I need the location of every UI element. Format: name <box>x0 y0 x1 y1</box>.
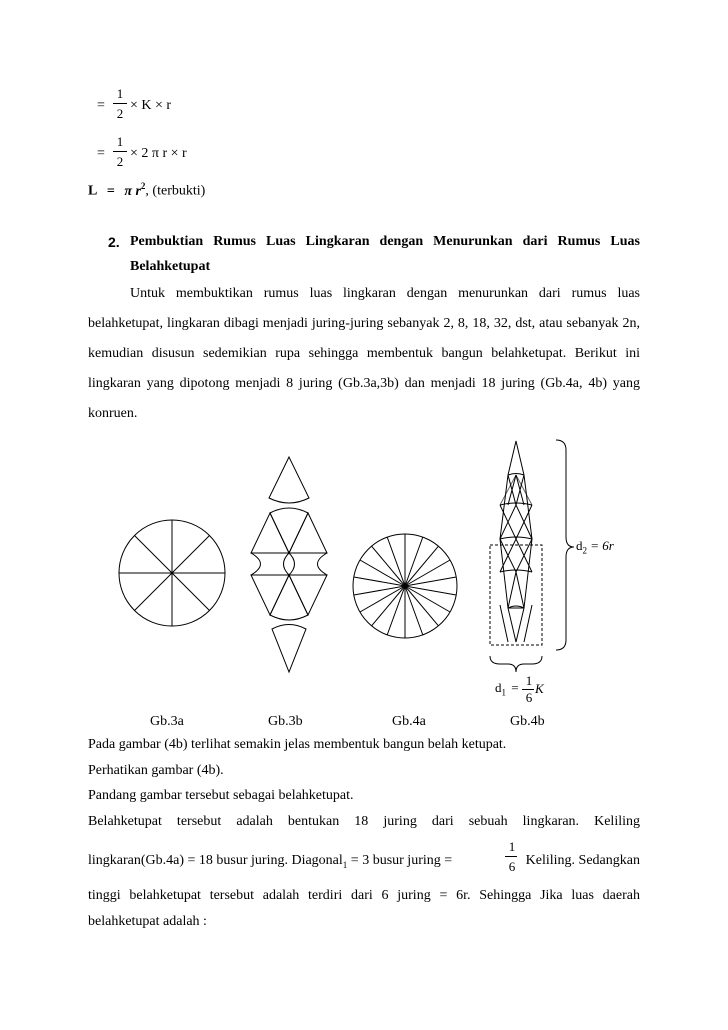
text-line-6: tinggi belahketupat tersebut adalah terdiri dari 6 juring = 6r. Sehingga Jika luas daerah <box>88 888 640 903</box>
line5-part1 <box>88 853 452 870</box>
d2-label <box>576 538 614 556</box>
text-line-4: Belahketupat tersebut adalah bentukan 18 juring dari sebuah lingkaran. Keliling <box>88 814 640 829</box>
d1-subscript: 1 <box>501 687 506 698</box>
sector-radius <box>372 546 405 586</box>
fraction-numerator: 1 <box>116 86 124 101</box>
text-line-5 <box>88 853 640 870</box>
rhombus-8-sectors <box>251 457 327 672</box>
width-brace <box>490 656 542 672</box>
line5-text-a: lingkaran(Gb.4a) = 18 busur juring. Diagonal <box>88 853 343 868</box>
result-equals: = <box>106 183 115 199</box>
caption-gb3a: Gb.3a <box>150 714 184 729</box>
sector-radius <box>387 586 405 635</box>
fraction-denominator: 2 <box>116 154 124 169</box>
result-note: , (terbukti) <box>145 183 206 199</box>
fraction-numerator: 1 <box>116 134 124 149</box>
d1-symbol: d <box>495 680 502 695</box>
circle-8-sectors <box>119 520 225 626</box>
sector-radius <box>405 586 423 635</box>
sector-radius <box>405 537 423 586</box>
equals-sign: = <box>97 146 105 161</box>
text-line-2: Perhatikan gambar (4b). <box>88 763 224 778</box>
rhombus-18-sectors <box>500 441 532 642</box>
d2-value: = 6r <box>590 538 614 553</box>
section-number: 2. <box>108 234 120 250</box>
sector-radius <box>405 546 438 586</box>
line5-numerator: 1 <box>508 839 516 854</box>
d1-denominator: 6 <box>525 690 533 705</box>
line5-subscript: 1 <box>342 859 348 870</box>
text-line-7: belahketupat adalah : <box>88 914 207 929</box>
line5-denominator: 6 <box>508 859 516 874</box>
line5-text-c: Keliling. Sedangkan <box>525 853 640 868</box>
equation-terms: × 2 π r × r <box>130 146 187 161</box>
d2-subscript: 2 <box>582 545 587 556</box>
d2-symbol: d <box>576 538 583 553</box>
sector-radius <box>372 586 405 626</box>
circle-18-sectors <box>353 534 457 638</box>
caption-gb4a: Gb.4a <box>392 714 426 729</box>
line5-text-b: = 3 busur juring = <box>347 853 453 868</box>
text-line-1: Pada gambar (4b) terlihat semakin jelas membentuk bangun belah ketupat. <box>88 737 507 752</box>
result-pi-r: π r <box>124 183 141 199</box>
caption-gb4b: Gb.4b <box>510 714 545 729</box>
result-exponent: 2 <box>140 181 146 191</box>
body-paragraph: Untuk membuktikan rumus luas lingkaran dengan menurunkan dari rumus luas belahketupat, lingkaran dibagi menjadi juring-juring sebanyak 2, 8, 18, 32, dst, atau sebanyak 2n, kemudian disusun sedemikian rupa sehingga membentuk bangun belahketupat. Berikut ini lingkaran yang dipotong menjadi 8 juring (Gb.3a,3b) dan menjadi 18 juring (Gb.4a, 4b) yang konruen. <box>88 286 640 421</box>
line5-fraction-bar <box>505 856 517 857</box>
height-brace <box>556 440 574 650</box>
sector-radius <box>387 537 405 586</box>
section-title-line2: Belahketupat <box>130 259 211 274</box>
equation-terms: × K × r <box>130 98 172 113</box>
text-line-3: Pandang gambar tersebut sebagai belahketupat. <box>88 788 354 803</box>
d1-equals: = <box>511 680 519 695</box>
result-l: L <box>88 183 98 199</box>
caption-gb3b: Gb.3b <box>268 714 303 729</box>
equals-sign: = <box>97 98 105 113</box>
d1-numerator: 1 <box>525 673 533 688</box>
dashed-rectangle <box>490 545 542 645</box>
section-title-line1: Pembuktian Rumus Luas Lingkaran dengan Menurunkan dari Rumus Luas <box>130 234 640 249</box>
fraction-denominator: 2 <box>116 106 124 121</box>
d1-label <box>495 680 519 698</box>
d1-k: K <box>535 681 544 696</box>
sector-radius <box>405 586 438 626</box>
